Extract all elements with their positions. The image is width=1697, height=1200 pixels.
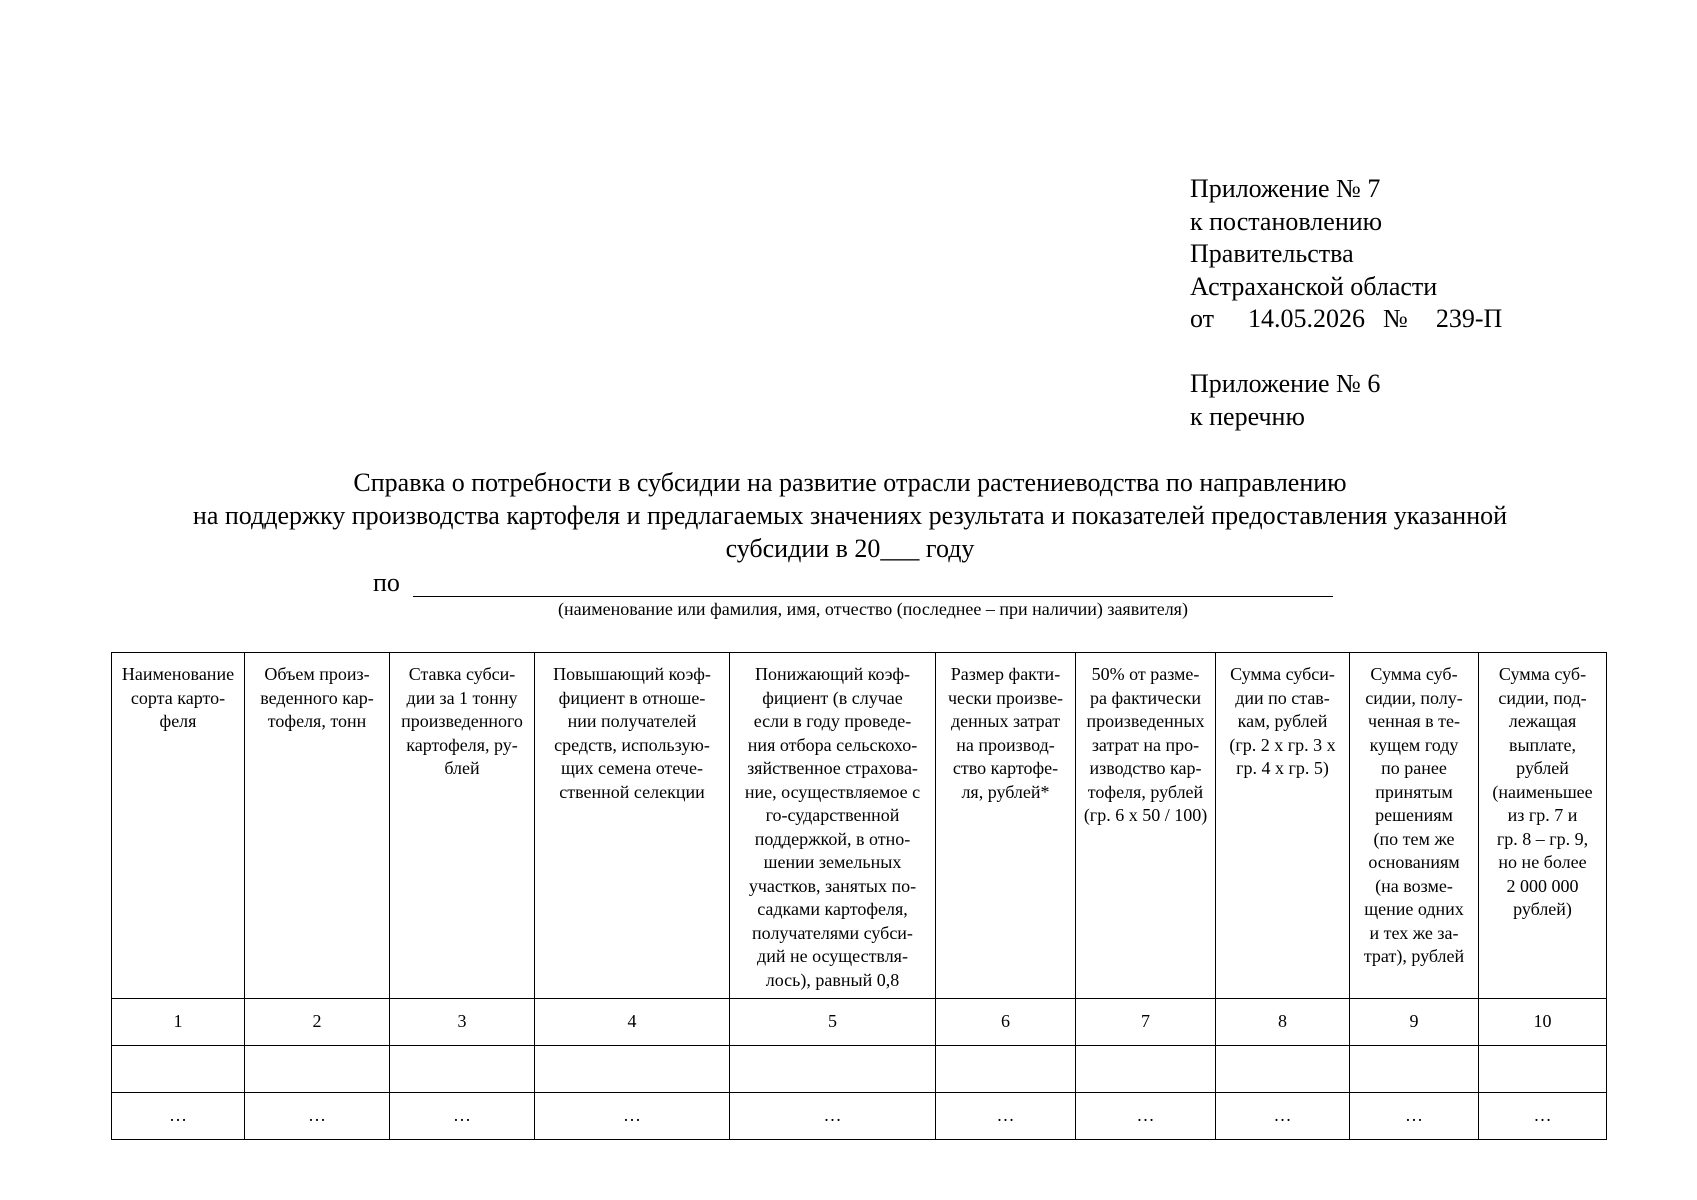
- column-number-cell: 4: [535, 999, 730, 1046]
- column-number-cell: 7: [1076, 999, 1216, 1046]
- subsidy-table: [111, 652, 1607, 1140]
- column-header-line: дии по став-: [1235, 687, 1330, 708]
- table-cell-empty: [1350, 1046, 1479, 1093]
- column-number-cell: 9: [1350, 999, 1479, 1046]
- column-header-line: получателями субси-: [752, 922, 913, 943]
- table-cell-empty: [1216, 1046, 1350, 1093]
- column-header-line: Ставка субси-: [408, 664, 516, 684]
- column-header-line: Размер факти-: [950, 664, 1061, 684]
- column-header-line: ственной селекции: [559, 781, 705, 802]
- column-header-line: (гр. 6 x 50 / 100): [1083, 805, 1208, 825]
- column-number-cell: 10: [1479, 999, 1607, 1046]
- column-number-cell: 5: [730, 999, 936, 1046]
- column-header-line: фициент (в случае: [762, 687, 903, 708]
- column-header-line: принятым: [1375, 781, 1453, 802]
- column-header-line: и тех же за-: [1369, 922, 1459, 943]
- table-row-empty: [112, 1046, 1607, 1093]
- applicant-name-underline: [413, 596, 1333, 597]
- table-cell-empty: [390, 1046, 535, 1093]
- column-header-line: денных затрат: [950, 711, 1061, 731]
- column-header-line: затрат на про-: [1091, 734, 1200, 755]
- column-header-line: участков, занятых по-: [748, 875, 917, 896]
- column-header-line: фициент в отноше-: [558, 687, 706, 708]
- column-header-line: решениям: [1375, 805, 1453, 825]
- column-header-line: садками картофеля,: [757, 899, 908, 919]
- title-line: Справка о потребности в субсидии на развитие отрасли растениеводства по направлению: [353, 468, 1347, 497]
- column-header-line: Сумма субси-: [1230, 664, 1335, 684]
- column-header-line: Сумма суб-: [1370, 664, 1458, 684]
- column-header: [245, 653, 390, 999]
- column-header-line: ство картофе-: [952, 758, 1059, 778]
- column-header-line: произведенных: [1086, 711, 1205, 731]
- table-header-row: [112, 653, 1607, 999]
- table-cell-empty: [112, 1046, 245, 1093]
- appendix-7-line: Астраханской области: [1190, 271, 1438, 301]
- column-header-line: чески произве-: [947, 687, 1064, 708]
- column-header-line: Объем произ-: [264, 664, 370, 684]
- decree-date: 14.05.2026: [1248, 304, 1366, 333]
- decree-date-line: [1190, 303, 1502, 336]
- column-header-line: но не более: [1498, 852, 1587, 872]
- column-header-line: ние, осуществляемое с: [744, 781, 921, 802]
- column-header: [1216, 653, 1350, 999]
- column-header-line: щих семена отече-: [561, 758, 703, 778]
- column-header-line: 2 000 000: [1506, 875, 1579, 896]
- column-header-line: сидии, полу-: [1365, 687, 1463, 708]
- column-header: [1350, 653, 1479, 999]
- column-header-line: сорта карто-: [130, 687, 226, 708]
- column-header-line: Сумма суб-: [1498, 664, 1587, 684]
- column-header-line: (наименьшее: [1492, 781, 1593, 802]
- column-header-line: из гр. 7 и: [1507, 805, 1578, 825]
- column-header-line: шении земельных: [763, 852, 902, 872]
- appendix-6-block: [1190, 368, 1380, 433]
- table-cell-ellipsis: …: [936, 1093, 1076, 1140]
- column-number-cell: 8: [1216, 999, 1350, 1046]
- column-header: [730, 653, 936, 999]
- title-line: на поддержку производства картофеля и предлагаемых значениях результата и показателей предоставления указанной: [192, 501, 1508, 530]
- table-cell-ellipsis: …: [1076, 1093, 1216, 1140]
- column-header-line: ля, рублей*: [961, 781, 1050, 802]
- appendix-7-block: [1190, 173, 1502, 336]
- column-header-line: гр. 8 – гр. 9,: [1496, 828, 1589, 849]
- column-header-line: веденного кар-: [260, 687, 374, 708]
- column-header-line: дий не осуществля-: [757, 946, 908, 966]
- table-cell-ellipsis: …: [1479, 1093, 1607, 1140]
- column-header-line: Повышающий коэф-: [553, 664, 711, 684]
- column-header-line: рублей: [1516, 758, 1569, 778]
- table-cell-empty: [730, 1046, 936, 1093]
- column-header-line: лось), равный 0,8: [765, 969, 900, 990]
- appendix-7-line: Правительства: [1190, 239, 1354, 268]
- applicant-prefix: по: [373, 568, 400, 597]
- decree-number: 239-П: [1435, 304, 1503, 333]
- column-header-line: ченная в те-: [1368, 711, 1460, 731]
- column-header-line: лежащая: [1508, 711, 1577, 731]
- number-sign: №: [1383, 304, 1408, 333]
- table-cell-empty: [1479, 1046, 1607, 1093]
- column-header-line: (на возме-: [1375, 875, 1453, 896]
- column-header: [390, 653, 535, 999]
- column-header: [1479, 653, 1607, 999]
- table-cell-empty: [245, 1046, 390, 1093]
- column-number-cell: 1: [112, 999, 245, 1046]
- column-header-line: сидии, под-: [1498, 687, 1587, 708]
- appendix-6-line: Приложение № 6: [1190, 369, 1381, 398]
- table-cell-ellipsis: …: [535, 1093, 730, 1140]
- document-title: [100, 466, 1600, 565]
- column-header-line: на производ-: [956, 734, 1055, 755]
- column-header: [936, 653, 1076, 999]
- appendix-6-line: к перечню: [1190, 401, 1305, 431]
- table-cell-ellipsis: …: [390, 1093, 535, 1140]
- column-header-line: дии за 1 тонну: [406, 687, 518, 708]
- column-header-line: картофеля, ру-: [406, 734, 518, 755]
- ot-label: от: [1190, 304, 1215, 333]
- column-header-line: поддержкой, в отно-: [754, 828, 911, 849]
- column-header-line: ра фактически: [1089, 687, 1201, 708]
- column-numbers-row: [112, 999, 1607, 1046]
- table-cell-ellipsis: …: [112, 1093, 245, 1140]
- column-header-line: 50% от разме-: [1091, 664, 1200, 684]
- column-number-cell: 3: [390, 999, 535, 1046]
- applicant-caption: (наименование или фамилия, имя, отчество (последнее – при наличии) заявителя): [558, 599, 1188, 619]
- column-header-line: Понижающий коэф-: [754, 664, 911, 684]
- column-header-line: произведенного: [401, 711, 523, 731]
- column-header-line: нии получателей: [567, 711, 697, 731]
- column-header-line: тофеля, рублей: [1087, 781, 1204, 802]
- table-cell-empty: [535, 1046, 730, 1093]
- appendix-7-line: Приложение № 7: [1190, 174, 1381, 203]
- column-header-line: щение одних: [1364, 899, 1464, 919]
- column-header-line: феля: [159, 711, 197, 731]
- column-header-line: выплате,: [1508, 734, 1577, 755]
- column-header-line: если в году проведе-: [753, 711, 912, 731]
- column-header-line: кам, рублей: [1237, 711, 1328, 731]
- column-header-line: Наименование: [121, 664, 235, 684]
- column-header-line: рублей): [1513, 899, 1572, 919]
- column-number-cell: 2: [245, 999, 390, 1046]
- column-header-line: трат), рублей: [1363, 946, 1465, 966]
- column-header: [535, 653, 730, 999]
- table-cell-ellipsis: …: [730, 1093, 936, 1140]
- column-header-line: ния отбора сельскохо-: [747, 734, 918, 755]
- table-row-ellipsis: [112, 1093, 1607, 1140]
- column-header-line: кущем году: [1369, 734, 1459, 755]
- appendix-7-line: к постановлению: [1190, 206, 1383, 236]
- column-header-line: го-сударственной: [765, 805, 900, 825]
- title-line: субсидии в 20___ году: [725, 534, 975, 563]
- table-cell-ellipsis: …: [1216, 1093, 1350, 1140]
- column-header-line: (по тем же: [1373, 828, 1455, 849]
- column-header-line: изводство кар-: [1089, 758, 1202, 778]
- column-header-line: по ранее: [1381, 758, 1447, 778]
- column-header-line: средств, использую-: [554, 734, 710, 755]
- column-header-line: тофеля, тонн: [267, 711, 367, 731]
- column-header-line: (гр. 2 x гр. 3 x: [1229, 734, 1336, 755]
- column-header-line: зяйственное страхова-: [747, 758, 918, 778]
- table-cell-empty: [936, 1046, 1076, 1093]
- column-number-cell: 6: [936, 999, 1076, 1046]
- table-cell-ellipsis: …: [245, 1093, 390, 1140]
- column-header-line: основаниям: [1368, 852, 1460, 872]
- column-header: [112, 653, 245, 999]
- column-header: [1076, 653, 1216, 999]
- table-cell-empty: [1076, 1046, 1216, 1093]
- column-header-line: гр. 4 x гр. 5): [1236, 758, 1329, 778]
- table-cell-ellipsis: …: [1350, 1093, 1479, 1140]
- column-header-line: блей: [444, 758, 480, 778]
